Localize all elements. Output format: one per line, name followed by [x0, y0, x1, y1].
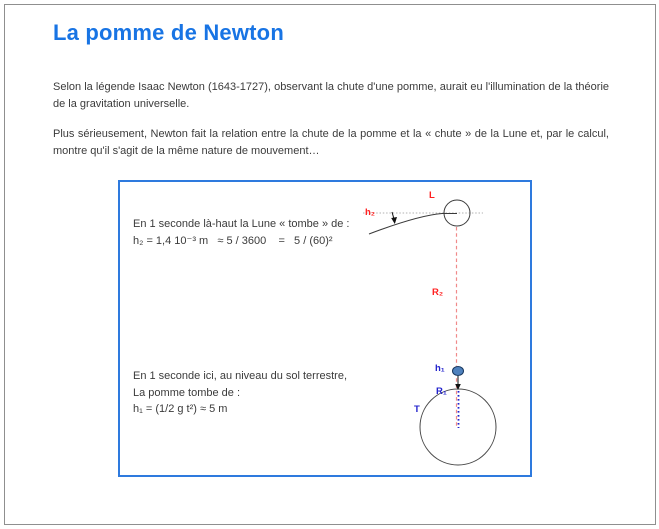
earth-caption-line2: La pomme tombe de : — [133, 386, 241, 399]
moon-trajectory-curve — [369, 214, 457, 235]
earth-caption-line1: En 1 seconde ici, au niveau du sol terrestre, — [133, 370, 348, 382]
label-h2: h₂ — [365, 207, 376, 218]
moon-fall-formula: h₂ = 1,4 10⁻³ m ≈ 5 / 3600 = 5 / (60)² — [133, 234, 333, 247]
h2-fall-arrowhead — [391, 217, 397, 224]
label-moon-L: L — [429, 190, 435, 201]
legend-paragraph: Selon la légende Isaac Newton (1643-1727), observant la chute d'une pomme, aurait eu l'illumination de la théorie de la gravitation universelle. — [53, 81, 609, 110]
apple — [453, 367, 464, 376]
page-title: La pomme de Newton — [53, 20, 284, 45]
earth-caption — [133, 368, 347, 418]
relation-paragraph: Plus sérieusement, Newton fait la relation entre la chute de la pomme et la « chute » de la Lune et, par le calcul, montre qu'il s'agit de la même nature de mouvement… — [53, 128, 609, 157]
newton-figure-box — [118, 180, 532, 477]
label-h1: h₁ — [435, 363, 445, 374]
apple-fall-formula: h₁ = (1/2 g t²) ≈ 5 m — [133, 403, 228, 415]
label-R1: R₁ — [436, 386, 447, 397]
moon-caption-line: En 1 seconde là-haut la Lune « tombe » de : — [133, 218, 350, 230]
moon-caption — [133, 216, 350, 249]
label-R2: R₂ — [432, 287, 444, 298]
label-earth-T: T — [414, 404, 420, 415]
